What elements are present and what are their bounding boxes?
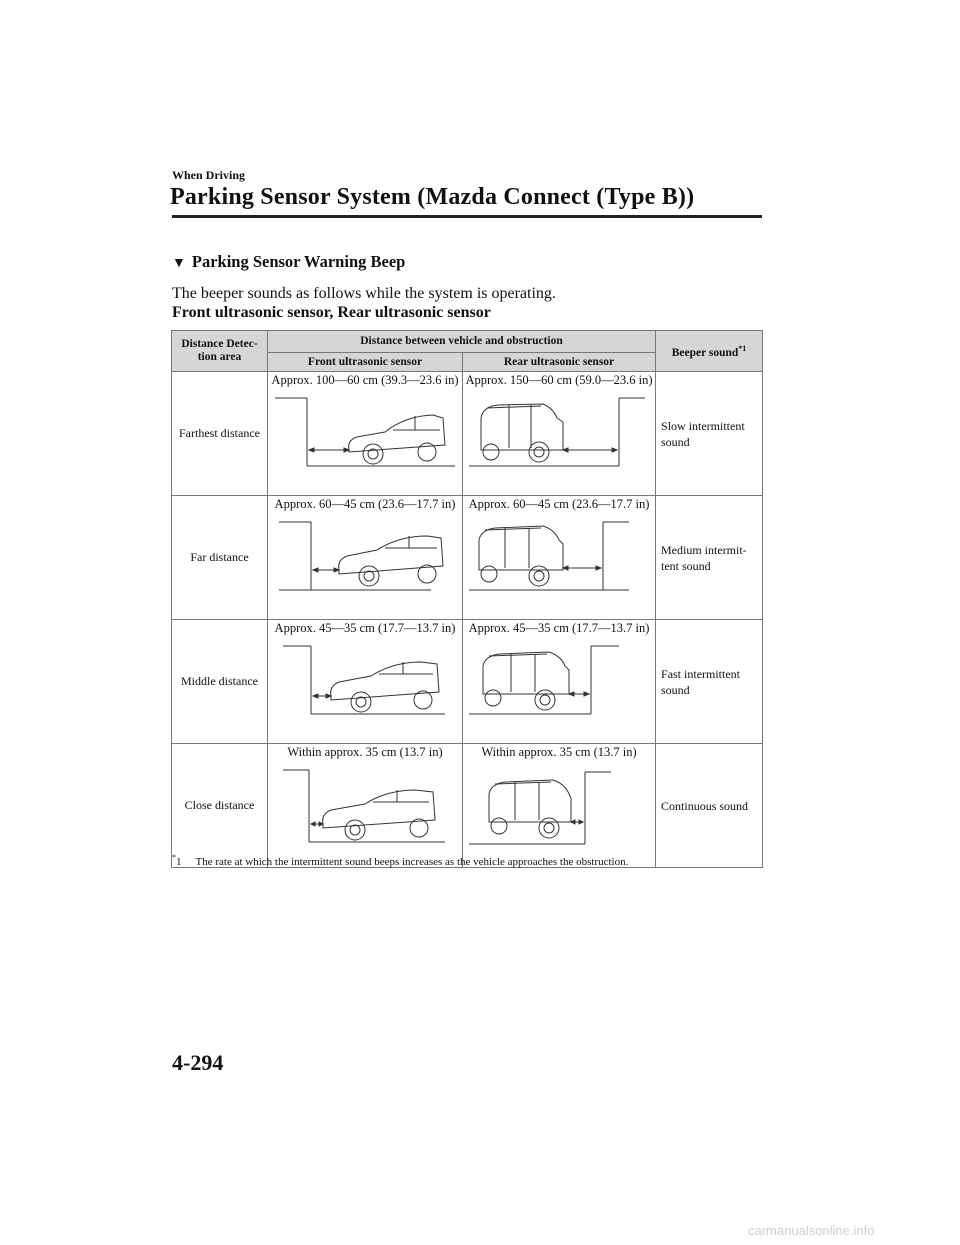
rear-cell (463, 620, 656, 744)
triangle-down-icon: ▼ (172, 256, 186, 271)
footnote (172, 853, 629, 868)
rear-sensor-diagram (469, 762, 649, 848)
rear-range: Within approx. 35 cm (13.7 in) (481, 745, 637, 759)
front-range: Within approx. 35 cm (13.7 in) (287, 745, 443, 759)
rear-cell (463, 372, 656, 496)
header-beeper (656, 331, 763, 372)
rear-range: Approx. 150―60 cm (59.0―23.6 in) (465, 373, 653, 387)
header-rear: Rear ultrasonic sensor (463, 353, 656, 372)
front-range: Approx. 45―35 cm (17.7―13.7 in) (274, 621, 456, 635)
title-rule (172, 215, 762, 218)
front-cell (268, 372, 463, 496)
front-sensor-diagram (275, 390, 455, 470)
beeper-cell: Continuous sound (656, 744, 763, 868)
table-row (172, 744, 763, 868)
subheading (172, 252, 405, 272)
beep-table (171, 330, 763, 868)
rear-sensor-diagram (469, 638, 649, 718)
rear-cell (463, 496, 656, 620)
front-cell (268, 620, 463, 744)
intro-text: The beeper sounds as follows while the system is operating. (172, 285, 556, 302)
rear-range: Approx. 45―35 cm (17.7―13.7 in) (468, 621, 650, 635)
front-cell (268, 496, 463, 620)
front-cell (268, 744, 463, 868)
area-cell: Middle distance (172, 620, 268, 744)
table-row (172, 620, 763, 744)
section-label: When Driving (172, 168, 246, 182)
front-sensor-diagram (275, 514, 455, 594)
beeper-cell: Slow intermittent sound (656, 372, 763, 496)
header-area: Distance Detec-tion area (172, 331, 268, 372)
subheading-text: Parking Sensor Warning Beep (191, 252, 406, 271)
front-range: Approx. 60―45 cm (23.6―17.7 in) (274, 497, 456, 511)
table-row (172, 496, 763, 620)
front-sensor-diagram (275, 638, 455, 718)
front-sensor-diagram (275, 762, 455, 848)
area-cell: Far distance (172, 496, 268, 620)
beeper-cell: Medium intermit-tent sound (656, 496, 763, 620)
watermark: carmanualsonline.info (748, 1223, 875, 1238)
rear-sensor-diagram (469, 390, 649, 470)
table-caption: Front ultrasonic sensor, Rear ultrasonic sensor (172, 304, 491, 321)
header-distance-group: Distance between vehicle and obstruction (268, 331, 656, 353)
footnote-text: The rate at which the intermittent sound beeps increases as the vehicle approaches the obstruction. (195, 856, 629, 868)
page-title: Parking Sensor System (Mazda Connect (Type B)) (170, 184, 695, 210)
area-cell: Close distance (172, 744, 268, 868)
header-beeper-note: *1 (738, 344, 747, 354)
area-cell: Farthest distance (172, 372, 268, 496)
beeper-cell: Fast intermittent sound (656, 620, 763, 744)
footnote-mark: * (172, 853, 176, 862)
header-front: Front ultrasonic sensor (268, 353, 463, 372)
rear-range: Approx. 60―45 cm (23.6―17.7 in) (468, 497, 650, 511)
front-range: Approx. 100―60 cm (39.3―23.6 in) (271, 373, 459, 387)
rear-cell (463, 744, 656, 868)
footnote-number: 1 (176, 856, 182, 868)
header-beeper-label: Beeper sound (671, 346, 739, 359)
table-row (172, 372, 763, 496)
page-number: 4-294 (172, 1050, 224, 1075)
rear-sensor-diagram (469, 514, 649, 594)
